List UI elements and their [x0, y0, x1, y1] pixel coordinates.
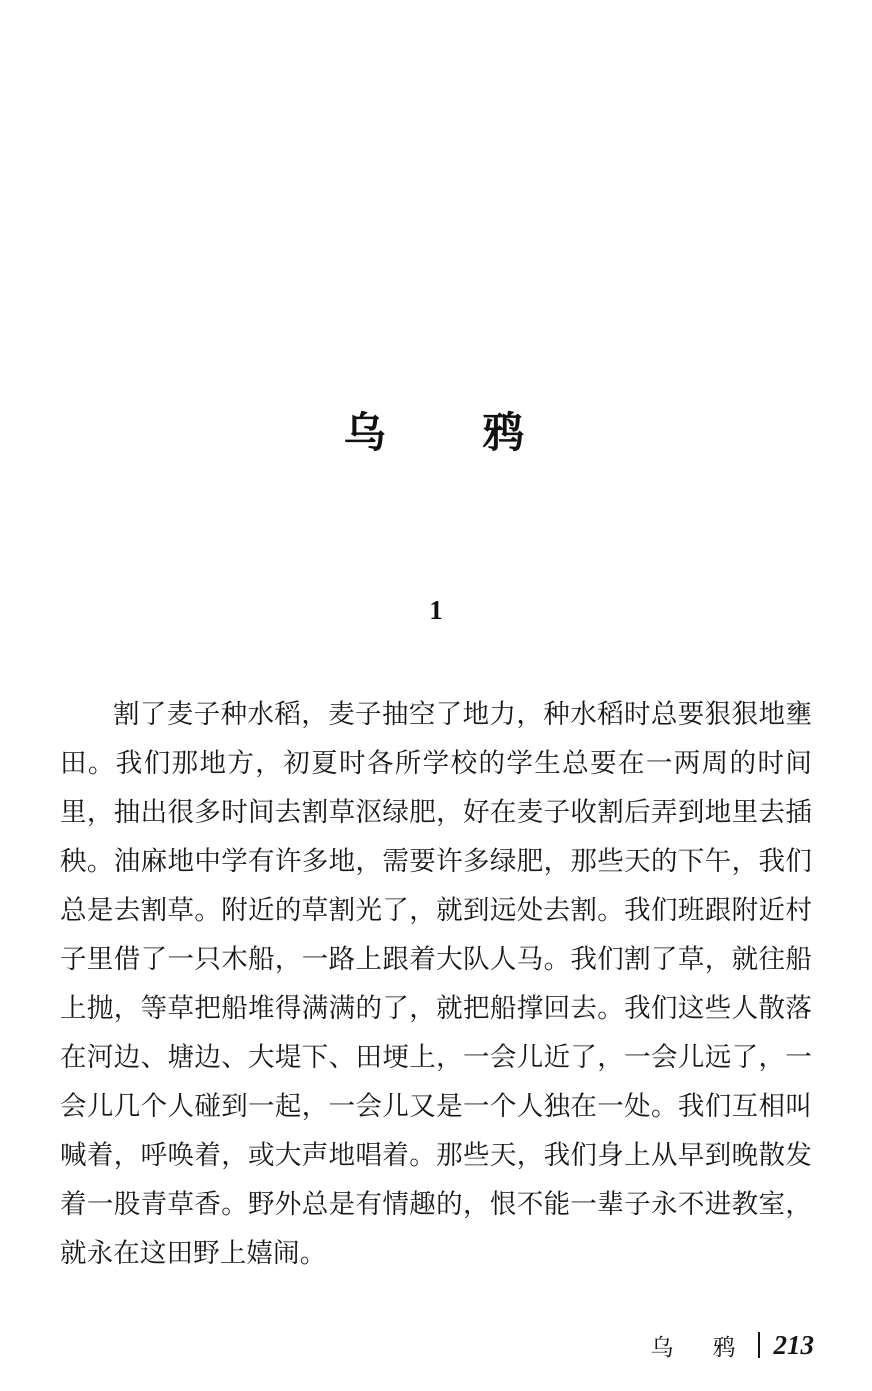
body-text — [60, 690, 812, 1278]
footer-divider — [758, 1332, 760, 1358]
paragraph: 割了麦子种水稻，麦子抽空了地力，种水稻时总要狠狠地壅田。我们那地方，初夏时各所学校的学生总要在一两周的时间里，抽出很多时间去割草沤绿肥，好在麦子收割后弄到地里去插秧。油麻地中学有许多地，需要许多绿肥，那些天的下午，我们总是去割草。附近的草割光了，就到远处去割。我们班跟附近村子里借了一只木船，一路上跟着大队人马。我们割了草，就往船上抛，等草把船堆得满满的了，就把船撑回去。我们这些人散落在河边、塘边、大堤下、田埂上，一会儿近了，一会儿远了，一会儿几个人碰到一起，一会儿又是一个人独在一处。我们互相叫喊着，呼唤着，或大声地唱着。那些天，我们身上从早到晚散发着一股青草香。野外总是有情趣的，恨不能一辈子永不进教室，就永在这田野上嬉闹。 — [60, 699, 812, 1268]
page-number: 213 — [773, 1329, 814, 1360]
page-footer — [650, 1327, 814, 1363]
footer-chapter-title: 乌 鸦 — [650, 1334, 744, 1360]
section-number: 1 — [429, 595, 443, 625]
chapter-title: 乌 鸦 — [343, 411, 529, 458]
